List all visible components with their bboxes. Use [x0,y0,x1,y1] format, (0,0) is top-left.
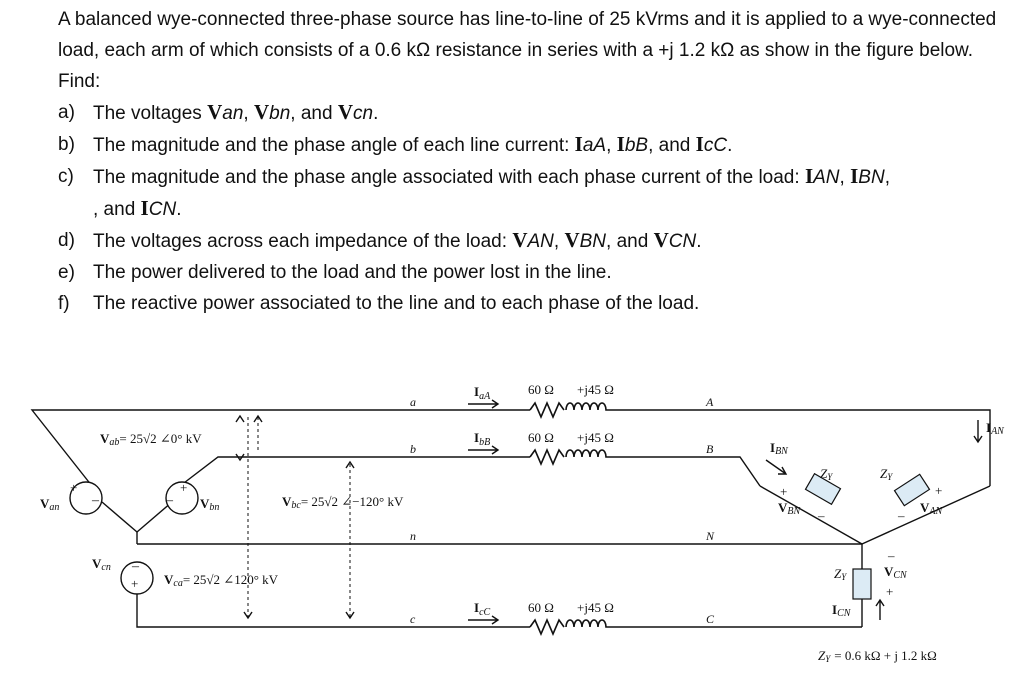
line-impedance-a [530,403,622,417]
label-x-b: +j45 Ω [577,430,614,445]
label-ibn: IBN [770,440,788,457]
svg-text:–: – [132,559,139,574]
voltage-source-bn [165,480,198,514]
label-vbc: Vbc= 25√2 ∠−120° kV [282,494,404,511]
label-zy-an: ZY [880,466,893,482]
question-label: c) [58,166,74,187]
node-a: a [410,395,416,409]
arrow-ian [974,420,982,442]
question-label: a) [58,102,75,123]
question-label: f) [58,293,70,314]
sign-van-minus: – [898,508,905,523]
line-impedance-b [530,450,622,464]
wire-b-load [622,457,760,486]
node-N: N [706,529,715,543]
problem-statement [58,4,998,319]
label-vbn: Vbn [200,496,220,513]
wire-a-load [622,410,990,486]
label-icc: $I_{cC}$ [474,600,491,618]
voltage-source-an [70,480,102,514]
voltage-source-cn [121,559,153,594]
label-iaa: $I_{aA}$ [474,384,491,402]
label-vcn-load: VCN [884,564,907,581]
dashed-voltage-lines [236,416,354,618]
label-ian: IAN [986,420,1004,437]
load-impedances [806,474,930,599]
label-ibb: $I_{bB}$ [474,430,491,448]
label-icn: ICN [832,602,851,619]
load-star-a [862,486,990,544]
label-r-b: 60 Ω [528,430,554,445]
sign-vbn-plus: + [780,484,788,499]
node-A: A [706,395,714,409]
label-zy-cn: ZY [834,566,847,582]
problem-intro: A balanced wye-connected three-phase source has line-to-line of 25 kVrms and it is applied to a wye-connected load, each arm of which consists of a 0.6 kΩ resistance in series with a +j 1.2 kΩ as show in the figure below. Find: [58,9,997,92]
label-vab: Vab= 25√2 ∠0° kV [100,431,202,448]
vbc-vca-arrows [244,462,354,618]
sign-vcn-plus: + [886,584,894,599]
label-vcn: Vcn [92,556,111,573]
question-a: a) The voltages Van, Vbn, and Vcn. [58,97,998,129]
label-van-load: VAN [920,500,943,517]
question-c: c) The magnitude and the phase angle associated with each phase current of the load: IAN, IBN, , and ICN. [58,161,998,225]
label-r-c: 60 Ω [528,600,554,615]
svg-text:+: + [180,480,188,495]
label-zy-bn: ZY [820,466,833,482]
sign-vcn-minus: – [888,548,895,563]
zy-equation: ZY = 0.6 kΩ + j 1.2 kΩ [818,648,937,664]
line-impedance-c [530,620,622,634]
question-e: e) The power delivered to the load and the power lost in the line. [58,257,998,288]
sign-vbn-minus: – [818,508,825,523]
label-vbn-load: VBN [778,500,801,517]
circuit-diagram [0,362,1024,682]
wire-c [137,592,530,627]
svg-text:–: – [166,493,173,508]
source-star-a [102,502,137,532]
question-label: b) [58,134,75,155]
svg-text:+: + [70,480,78,495]
wire-b [180,457,530,486]
question-d: d) The voltages across each impedance of the load: VAN, VBN, and VCN. [58,225,998,257]
node-n: n [410,529,416,543]
label-van: Van [40,496,60,513]
svg-text:–: – [92,493,99,508]
label-x-a: +j45 Ω [577,382,614,397]
arrow-icn [876,600,884,620]
label-vca: Vca= 25√2 ∠120° kV [164,572,279,589]
question-f: f) The reactive power associated to the line and to each phase of the load. [58,288,998,319]
node-c: c [410,612,416,626]
node-C: C [706,612,715,626]
question-label: d) [58,230,75,251]
node-B: B [706,442,714,456]
label-x-c: +j45 Ω [577,600,614,615]
svg-text:+: + [131,576,139,591]
label-r-a: 60 Ω [528,382,554,397]
node-b: b [410,442,416,456]
question-label: e) [58,262,75,283]
question-b: b) The magnitude and the phase angle of each line current: IaA, IbB, and IcC. [58,129,998,161]
load-star-b [760,486,862,544]
arrow-ibn [766,460,786,474]
wire-a [32,410,530,486]
sign-van-plus: + [935,483,943,498]
labels [40,382,1005,664]
zy-cn [853,569,871,599]
